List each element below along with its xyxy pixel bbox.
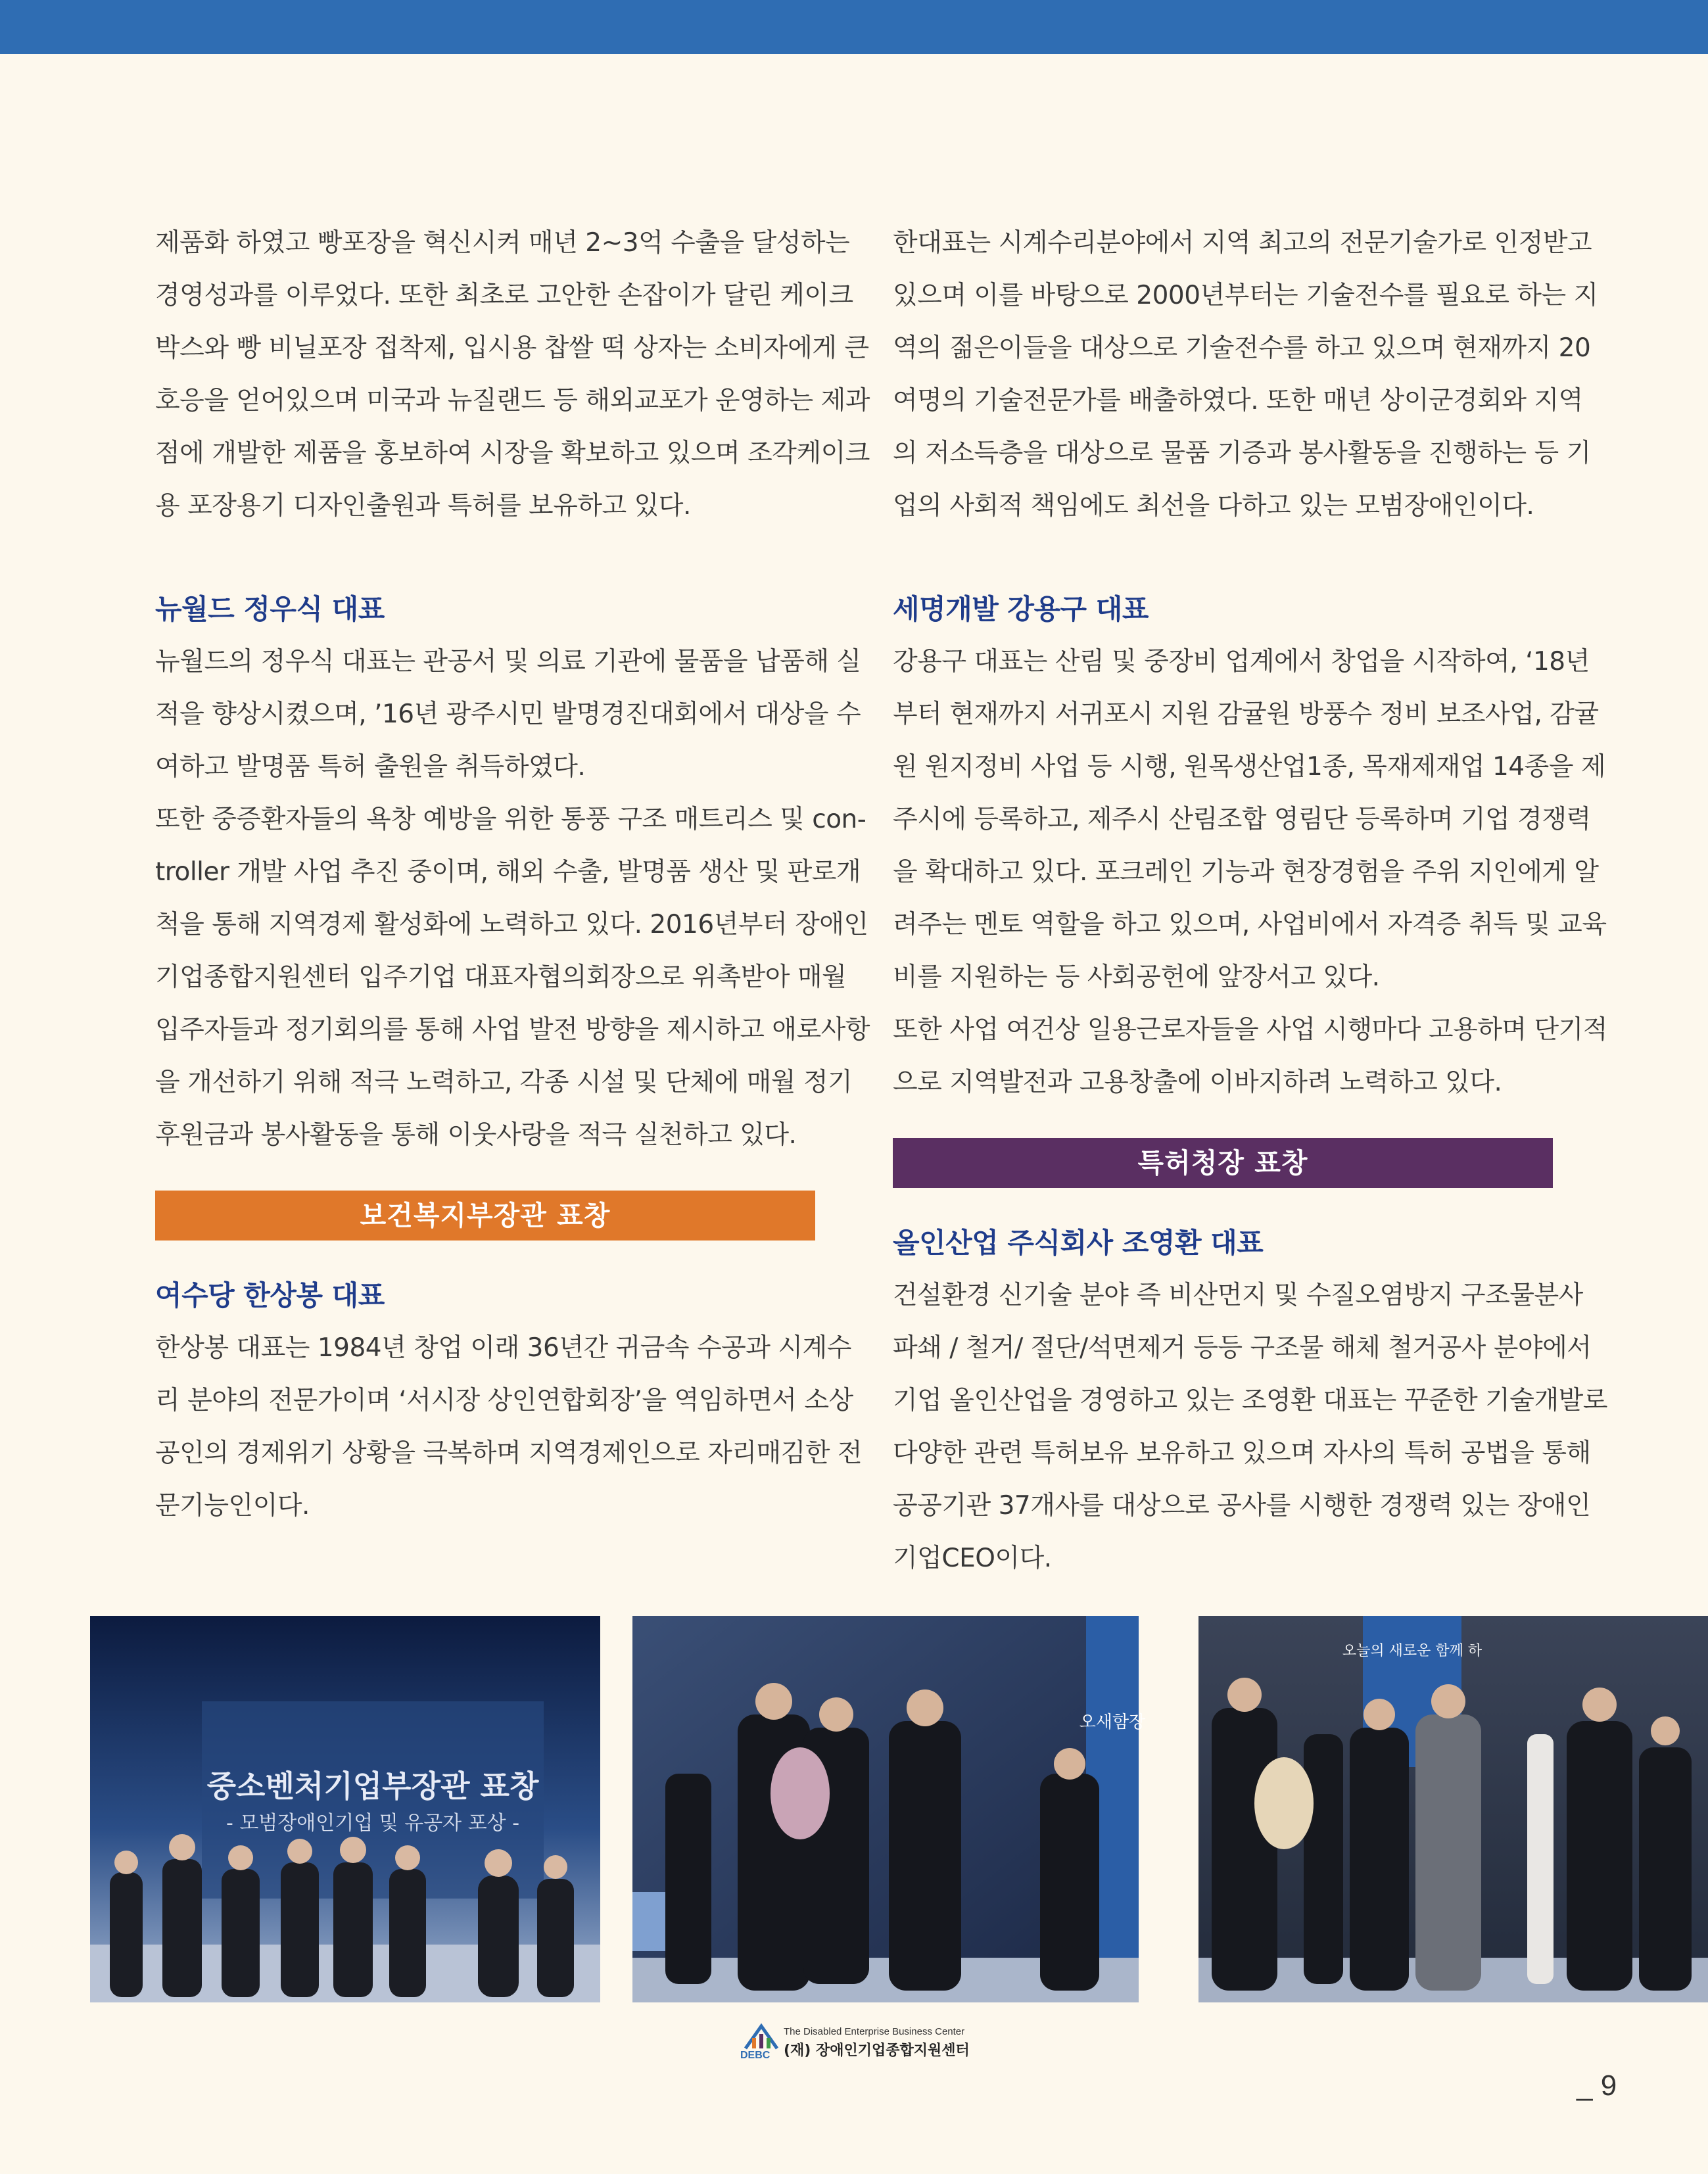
text-line: 을 확대하고 있다. 포크레인 기능과 현장경험을 주위 지인에게 알 bbox=[893, 857, 1599, 887]
section-heading-semyeong: 세명개발 강용구 대표 bbox=[893, 593, 1149, 625]
text-line: 강용구 대표는 산림 및 중장비 업계에서 창업을 시작하여, ‘18년 bbox=[893, 647, 1590, 676]
text-line: 파쇄 / 철거/ 절단/석면제거 등등 구조물 해체 철거공사 분야에서 bbox=[893, 1333, 1592, 1363]
text-line: 적을 향상시켰으며, ’16년 광주시민 발명경진대회에서 대상을 수 bbox=[155, 699, 861, 729]
stage-subtitle-text: - 모범장애인기업 및 유공자 포상 - bbox=[225, 1812, 520, 1835]
page-number: _ 9 bbox=[1577, 2069, 1617, 2102]
text-line: 부터 현재까지 서귀포시 지원 감귤원 방풍수 정비 보조사업, 감귤 bbox=[893, 699, 1599, 729]
text-line: 기업 올인산업을 경영하고 있는 조영환 대표는 꾸준한 기술개발로 bbox=[893, 1386, 1607, 1415]
right-intro-paragraph bbox=[893, 217, 1598, 532]
text-line: 후원금과 봉사활동을 통해 이웃사랑을 적극 실천하고 있다. bbox=[155, 1120, 797, 1150]
text-line: 점에 개발한 제품을 홍보하여 시장을 확보하고 있으며 조각케이크 bbox=[155, 438, 870, 468]
text-line: 뉴월드의 정우식 대표는 관공서 및 의료 기관에 물품을 납품해 실 bbox=[155, 647, 861, 676]
text-line: 문기능인이다. bbox=[155, 1491, 310, 1521]
award-banner-patent-office: 특허청장 표창 bbox=[893, 1138, 1553, 1188]
photo-award-handover bbox=[632, 1616, 1146, 2002]
text-line: 또한 사업 여건상 일용근로자들을 사업 시행마다 고용하며 단기적 bbox=[893, 1015, 1607, 1045]
banner-side-text: 오늘의 새로운 함께 하 bbox=[1342, 1643, 1483, 1659]
text-line: 리 분야의 전문가이며 ‘서시장 상인연합회장’을 역임하면서 소상 bbox=[155, 1386, 853, 1415]
newworld-paragraph bbox=[155, 636, 870, 1162]
text-line: 건설환경 신기술 분야 즉 비산먼지 및 수질오염방지 구조물분사 bbox=[893, 1281, 1583, 1310]
left-intro-paragraph bbox=[155, 217, 870, 532]
semyeong-paragraph bbox=[893, 636, 1607, 1109]
text-line: 의 저소득층을 대상으로 물품 기증과 봉사활동을 진행하는 등 기 bbox=[893, 438, 1591, 468]
logo-abbreviation: DEBC bbox=[740, 2050, 771, 2061]
text-line: troller 개발 사업 추진 중이며, 해외 수출, 발명품 생산 및 판로개 bbox=[155, 857, 861, 887]
text-line: 업의 사회적 책임에도 최선을 다하고 있는 모범장애인이다. bbox=[893, 491, 1534, 521]
allin-paragraph bbox=[893, 1269, 1607, 1585]
text-line: 비를 지원하는 등 사회공헌에 앞장서고 있다. bbox=[893, 962, 1380, 992]
text-line: 으로 지역발전과 고용창출에 이바지하려 노력하고 있다. bbox=[893, 1068, 1502, 1097]
text-line: 용 포장용기 디자인출원과 특허를 보유하고 있다. bbox=[155, 491, 691, 521]
text-line: 또한 중증환자들의 욕창 예방을 위한 통풍 구조 매트리스 및 con- bbox=[155, 805, 866, 834]
text-line: 호응을 얻어있으며 미국과 뉴질랜드 등 해외교포가 운영하는 제과 bbox=[155, 386, 870, 415]
text-line: 박스와 빵 비닐포장 접착제, 입시용 찹쌀 떡 상자는 소비자에게 큰 bbox=[155, 333, 869, 363]
text-line: 공공기관 37개사를 대상으로 공사를 시행한 경쟁력 있는 장애인 bbox=[893, 1491, 1591, 1521]
yeosudang-paragraph bbox=[155, 1322, 863, 1532]
stage-title-text: 중소벤처기업부장관 표창 bbox=[206, 1768, 539, 1804]
section-heading-yeosudang: 여수당 한상봉 대표 bbox=[155, 1279, 385, 1311]
text-line: 여명의 기술전문가를 배출하였다. 또한 매년 상이군경회와 지역 bbox=[893, 386, 1583, 415]
logo-english-name: The Disabled Enterprise Business Center bbox=[784, 2026, 965, 2037]
text-line: 경영성과를 이루었다. 또한 최초로 고안한 손잡이가 달린 케이크 bbox=[155, 281, 853, 310]
photo-award-bouquet bbox=[1198, 1616, 1708, 2002]
photo-award-group-stage bbox=[90, 1616, 600, 2002]
logo-korean-name: (재) 장애인기업종합지원센터 bbox=[784, 2043, 970, 2059]
award-banner-health-welfare: 보건복지부장관 표창 bbox=[155, 1191, 815, 1241]
text-line: 입주자들과 정기회의를 통해 사업 발전 방향을 제시하고 애로사항 bbox=[155, 1015, 870, 1045]
section-heading-newworld: 뉴월드 정우식 대표 bbox=[155, 593, 385, 625]
text-line: 한대표는 시계수리분야에서 지역 최고의 전문기술가로 인정받고 bbox=[893, 228, 1592, 258]
text-line: 원 원지정비 사업 등 시행, 원목생산업1종, 목재제재업 14종을 제 bbox=[893, 752, 1606, 782]
debc-logo bbox=[740, 2021, 977, 2067]
text-line: 여하고 발명품 특허 출원을 취득하였다. bbox=[155, 752, 586, 782]
text-line: 한상봉 대표는 1984년 창업 이래 36년간 귀금속 수공과 시계수 bbox=[155, 1333, 851, 1363]
text-line: 공인의 경제위기 상황을 극복하며 지역경제인으로 자리매김한 전 bbox=[155, 1438, 863, 1468]
text-line: 기업CEO이다. bbox=[893, 1544, 1052, 1573]
section-heading-allin: 올인산업 주식회사 조영환 대표 bbox=[893, 1227, 1264, 1259]
text-line: 기업종합지원센터 입주기업 대표자협의회장으로 위촉받아 매월 bbox=[155, 962, 847, 992]
top-color-bar bbox=[0, 0, 1708, 54]
text-line: 다양한 관련 특허보유 보유하고 있으며 자사의 특허 공법을 통해 bbox=[893, 1438, 1591, 1468]
debc-logo-icon bbox=[742, 2021, 781, 2054]
left-column bbox=[155, 217, 870, 1532]
text-line: 있으며 이를 바탕으로 2000년부터는 기술전수를 필요로 하는 지 bbox=[893, 281, 1598, 310]
text-line: 역의 젊은이들을 대상으로 기술전수를 하고 있으며 현재까지 20 bbox=[893, 333, 1591, 363]
text-line: 을 개선하기 위해 적극 노력하고, 각종 시설 및 단체에 매월 정기 bbox=[155, 1068, 853, 1097]
right-column bbox=[893, 217, 1607, 1585]
text-line: 려주는 멘토 역할을 하고 있으며, 사업비에서 자격증 취득 및 교육 bbox=[893, 910, 1607, 939]
text-line: 척을 통해 지역경제 활성화에 노력하고 있다. 2016년부터 장애인 bbox=[155, 910, 868, 939]
text-line: 주시에 등록하고, 제주시 산림조합 영림단 등록하며 기업 경쟁력 bbox=[893, 805, 1591, 834]
banner-side-text: 오새함장 bbox=[1079, 1713, 1146, 1732]
text-line: 제품화 하였고 빵포장을 혁신시켜 매년 2~3억 수출을 달성하는 bbox=[155, 228, 850, 258]
